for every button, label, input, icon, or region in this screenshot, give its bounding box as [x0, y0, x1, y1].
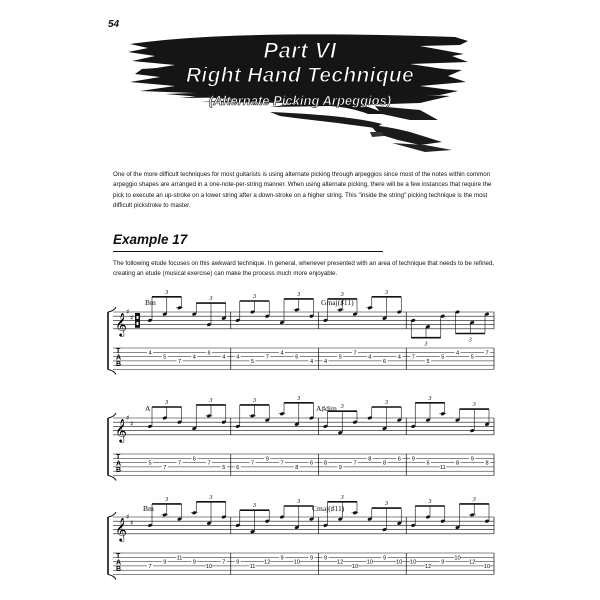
tab-fret-number: 7 [207, 460, 211, 467]
triplet-number: 3 [253, 503, 256, 510]
tab-fret-number: 4 [397, 354, 401, 361]
bracket-hook [108, 476, 116, 481]
tab-fret-number: 7 [280, 460, 284, 467]
part-subtitle: Right Hand Technique [185, 64, 415, 87]
triplet-number: 3 [385, 400, 388, 406]
tab-fret-number: 4 [148, 350, 152, 357]
tab-fret-number: 4 [323, 358, 328, 365]
tab-clef-letter: B [116, 361, 122, 368]
time-signature-icon [137, 316, 139, 319]
chord-symbol: Bm [145, 298, 156, 307]
tab-fret-number: 6 [309, 460, 314, 467]
triplet-number: 3 [385, 501, 388, 508]
tab-fret-number: 10 [454, 555, 461, 562]
tab-fret-number: 7 [353, 350, 357, 357]
time-signature-icon [135, 313, 140, 328]
tab-clef-letter: B [116, 467, 122, 474]
tab-fret-number: 9 [382, 555, 387, 562]
tab-fret-number: 10 [351, 563, 359, 570]
tab-fret-number: 12 [424, 563, 432, 570]
part-title: Part VI [263, 38, 337, 63]
chord-symbol: Cmaj(♯11) [312, 504, 345, 513]
treble-clef-icon: 𝄞 [115, 417, 127, 442]
tab-fret-number: 9 [309, 555, 314, 562]
tab-fret-number: 7 [485, 350, 489, 357]
chord-symbol: A♯dim [316, 404, 337, 413]
tab-fret-number: 9 [265, 456, 269, 463]
chord-symbol: Gmaj(♯11) [321, 298, 354, 307]
tab-fret-number: 9 [323, 555, 328, 562]
key-sharp-icon: ♯ [130, 314, 134, 322]
tab-clef-letter: A [116, 354, 122, 362]
tab-fret-number: 4 [192, 354, 196, 361]
tab-fret-number: 4 [309, 358, 314, 365]
tab-fret-number: 8 [455, 460, 460, 467]
triplet-number: 3 [297, 395, 301, 402]
chord-symbol: A [145, 404, 151, 413]
tab-fret-number: 8 [295, 464, 299, 471]
music-system [108, 396, 494, 481]
treble-clef-icon: 𝄞 [115, 516, 127, 541]
tab-fret-number: 11 [176, 555, 183, 562]
tab-fret-number: 5 [148, 460, 152, 467]
chord-symbol: Bm [143, 504, 154, 513]
triplet-number: 3 [424, 341, 428, 348]
tab-fret-number: 4 [368, 354, 372, 361]
tab-fret-number: 12 [469, 559, 476, 566]
key-sharp-icon: ♯ [130, 519, 134, 527]
tab-fret-number: 9 [411, 456, 415, 463]
triplet-number: 3 [165, 289, 169, 296]
tab-fret-number: 7 [163, 464, 167, 471]
triplet-number: 3 [468, 337, 472, 344]
triplet-number: 3 [340, 291, 344, 298]
tab-fret-number: 8 [485, 460, 489, 467]
tab-fret-number: 9 [192, 559, 196, 566]
tab-fret-number: 9 [470, 456, 474, 463]
tab-fret-number: 11 [439, 464, 446, 471]
triplet-number: 3 [209, 494, 213, 501]
tab-clef-letter: T [116, 553, 121, 560]
tab-fret-number: 10 [396, 559, 403, 566]
tab-fret-number: 7 [148, 563, 152, 570]
tab-fret-number: 5 [441, 354, 445, 361]
page-number: 54 [108, 19, 120, 30]
tab-fret-number: 7 [222, 559, 226, 566]
triplet-number: 3 [385, 289, 388, 296]
tab-fret-number: 6 [192, 456, 196, 463]
bracket-hook [108, 370, 116, 375]
tab-fret-number: 12 [337, 559, 344, 566]
tab-fret-number: 10 [410, 559, 417, 566]
music-system [108, 495, 494, 580]
triplet-number: 3 [253, 294, 256, 300]
tab-fret-number: 8 [368, 456, 372, 463]
tab-fret-number: 4 [455, 350, 460, 357]
triplet-number: 3 [472, 402, 476, 409]
triplet-number: 3 [297, 291, 301, 298]
triplet-number: 3 [428, 395, 432, 402]
triplet-number: 3 [209, 296, 213, 303]
tab-fret-number: 9 [441, 559, 445, 566]
tab-fret-number: 6 [295, 354, 299, 361]
tab-fret-number: 7 [411, 354, 415, 361]
tab-fret-number: 7 [353, 460, 357, 467]
example-heading: Example 17 [113, 232, 188, 247]
tab-fret-number: 8 [323, 460, 328, 467]
tab-fret-number: 5 [426, 358, 430, 365]
tab-fret-number: 9 [338, 464, 342, 471]
triplet-number: 3 [428, 499, 432, 505]
part-topic: (Alternate Picking Arpeggios) [208, 93, 392, 108]
key-sharp-icon: ♯ [126, 513, 130, 521]
triplet-number: 3 [340, 494, 344, 501]
tab-fret-number: 6 [382, 358, 387, 365]
tab-fret-number: 5 [250, 358, 255, 365]
tab-fret-number: 10 [366, 559, 373, 566]
tab-fret-number: 10 [293, 559, 300, 566]
tab-fret-number: 5 [338, 354, 342, 361]
tab-clef-letter: A [116, 460, 122, 468]
triplet-number: 3 [209, 397, 213, 404]
tab-fret-number: 9 [280, 555, 284, 562]
triplet-number: 3 [165, 496, 169, 503]
tab-fret-number: 10 [205, 563, 213, 570]
tab-fret-number: 9 [163, 559, 167, 566]
treble-clef-icon: 𝄞 [115, 311, 127, 336]
tab-fret-number: 4 [222, 354, 226, 361]
tab-clef-letter: B [116, 566, 122, 573]
time-signature-icon [137, 322, 139, 325]
tab-clef-letter: T [116, 454, 121, 461]
tab-fret-number: 12 [264, 559, 271, 566]
tab-fret-number: 7 [250, 460, 255, 467]
tab-clef-letter: A [116, 559, 122, 567]
tab-fret-number: 6 [426, 460, 430, 467]
intro-paragraph: One of the more difficult techniques for most guitarists is using alternate picking through arpeggios since most of the notes within common arpeggio shapes are arranged in a one-note-per-string manner. When using alternate picking, there will be a few instances that require the pick to execute an up-stroke on a lower string after a down-stroke on a higher string. This "inside the string" picking technique is the most difficult pickstroke to master. [113, 171, 492, 209]
tab-fret-number: 10 [483, 563, 491, 570]
tab-fret-number: 5 [470, 354, 474, 361]
key-sharp-icon: ♯ [126, 414, 130, 422]
triplet-number: 3 [297, 499, 301, 505]
tab-fret-number: 6 [207, 350, 211, 357]
triplet-number: 3 [165, 400, 169, 406]
music-system [108, 290, 494, 375]
tab-fret-number: 4 [236, 354, 240, 361]
bracket-hook [108, 575, 116, 580]
tab-clef-letter: T [116, 348, 121, 355]
tab-fret-number: 9 [236, 559, 240, 566]
tab-fret-number: 6 [236, 464, 240, 471]
example-description: The following etude focuses on this awkward technique. In general, whenever presented with an area of technique that needs to be refined, creating an etude (musical exercise) can make the process much more enjoyable. [113, 260, 495, 278]
tab-fret-number: 7 [177, 358, 182, 365]
tab-fret-number: 6 [397, 456, 401, 463]
tab-fret-number: 11 [249, 563, 256, 570]
tab-fret-number: 7 [177, 460, 182, 467]
key-sharp-icon: ♯ [126, 308, 130, 316]
tab-fret-number: 8 [382, 460, 387, 467]
triplet-number: 3 [472, 496, 476, 503]
triplet-number: 3 [340, 404, 344, 411]
tab-fret-number: 4 [280, 350, 284, 357]
triplet-number: 3 [253, 397, 256, 404]
tab-fret-number: 5 [163, 354, 167, 361]
tab-fret-number: 5 [222, 464, 226, 471]
key-sharp-icon: ♯ [130, 420, 134, 428]
tab-fret-number: 7 [265, 354, 269, 361]
